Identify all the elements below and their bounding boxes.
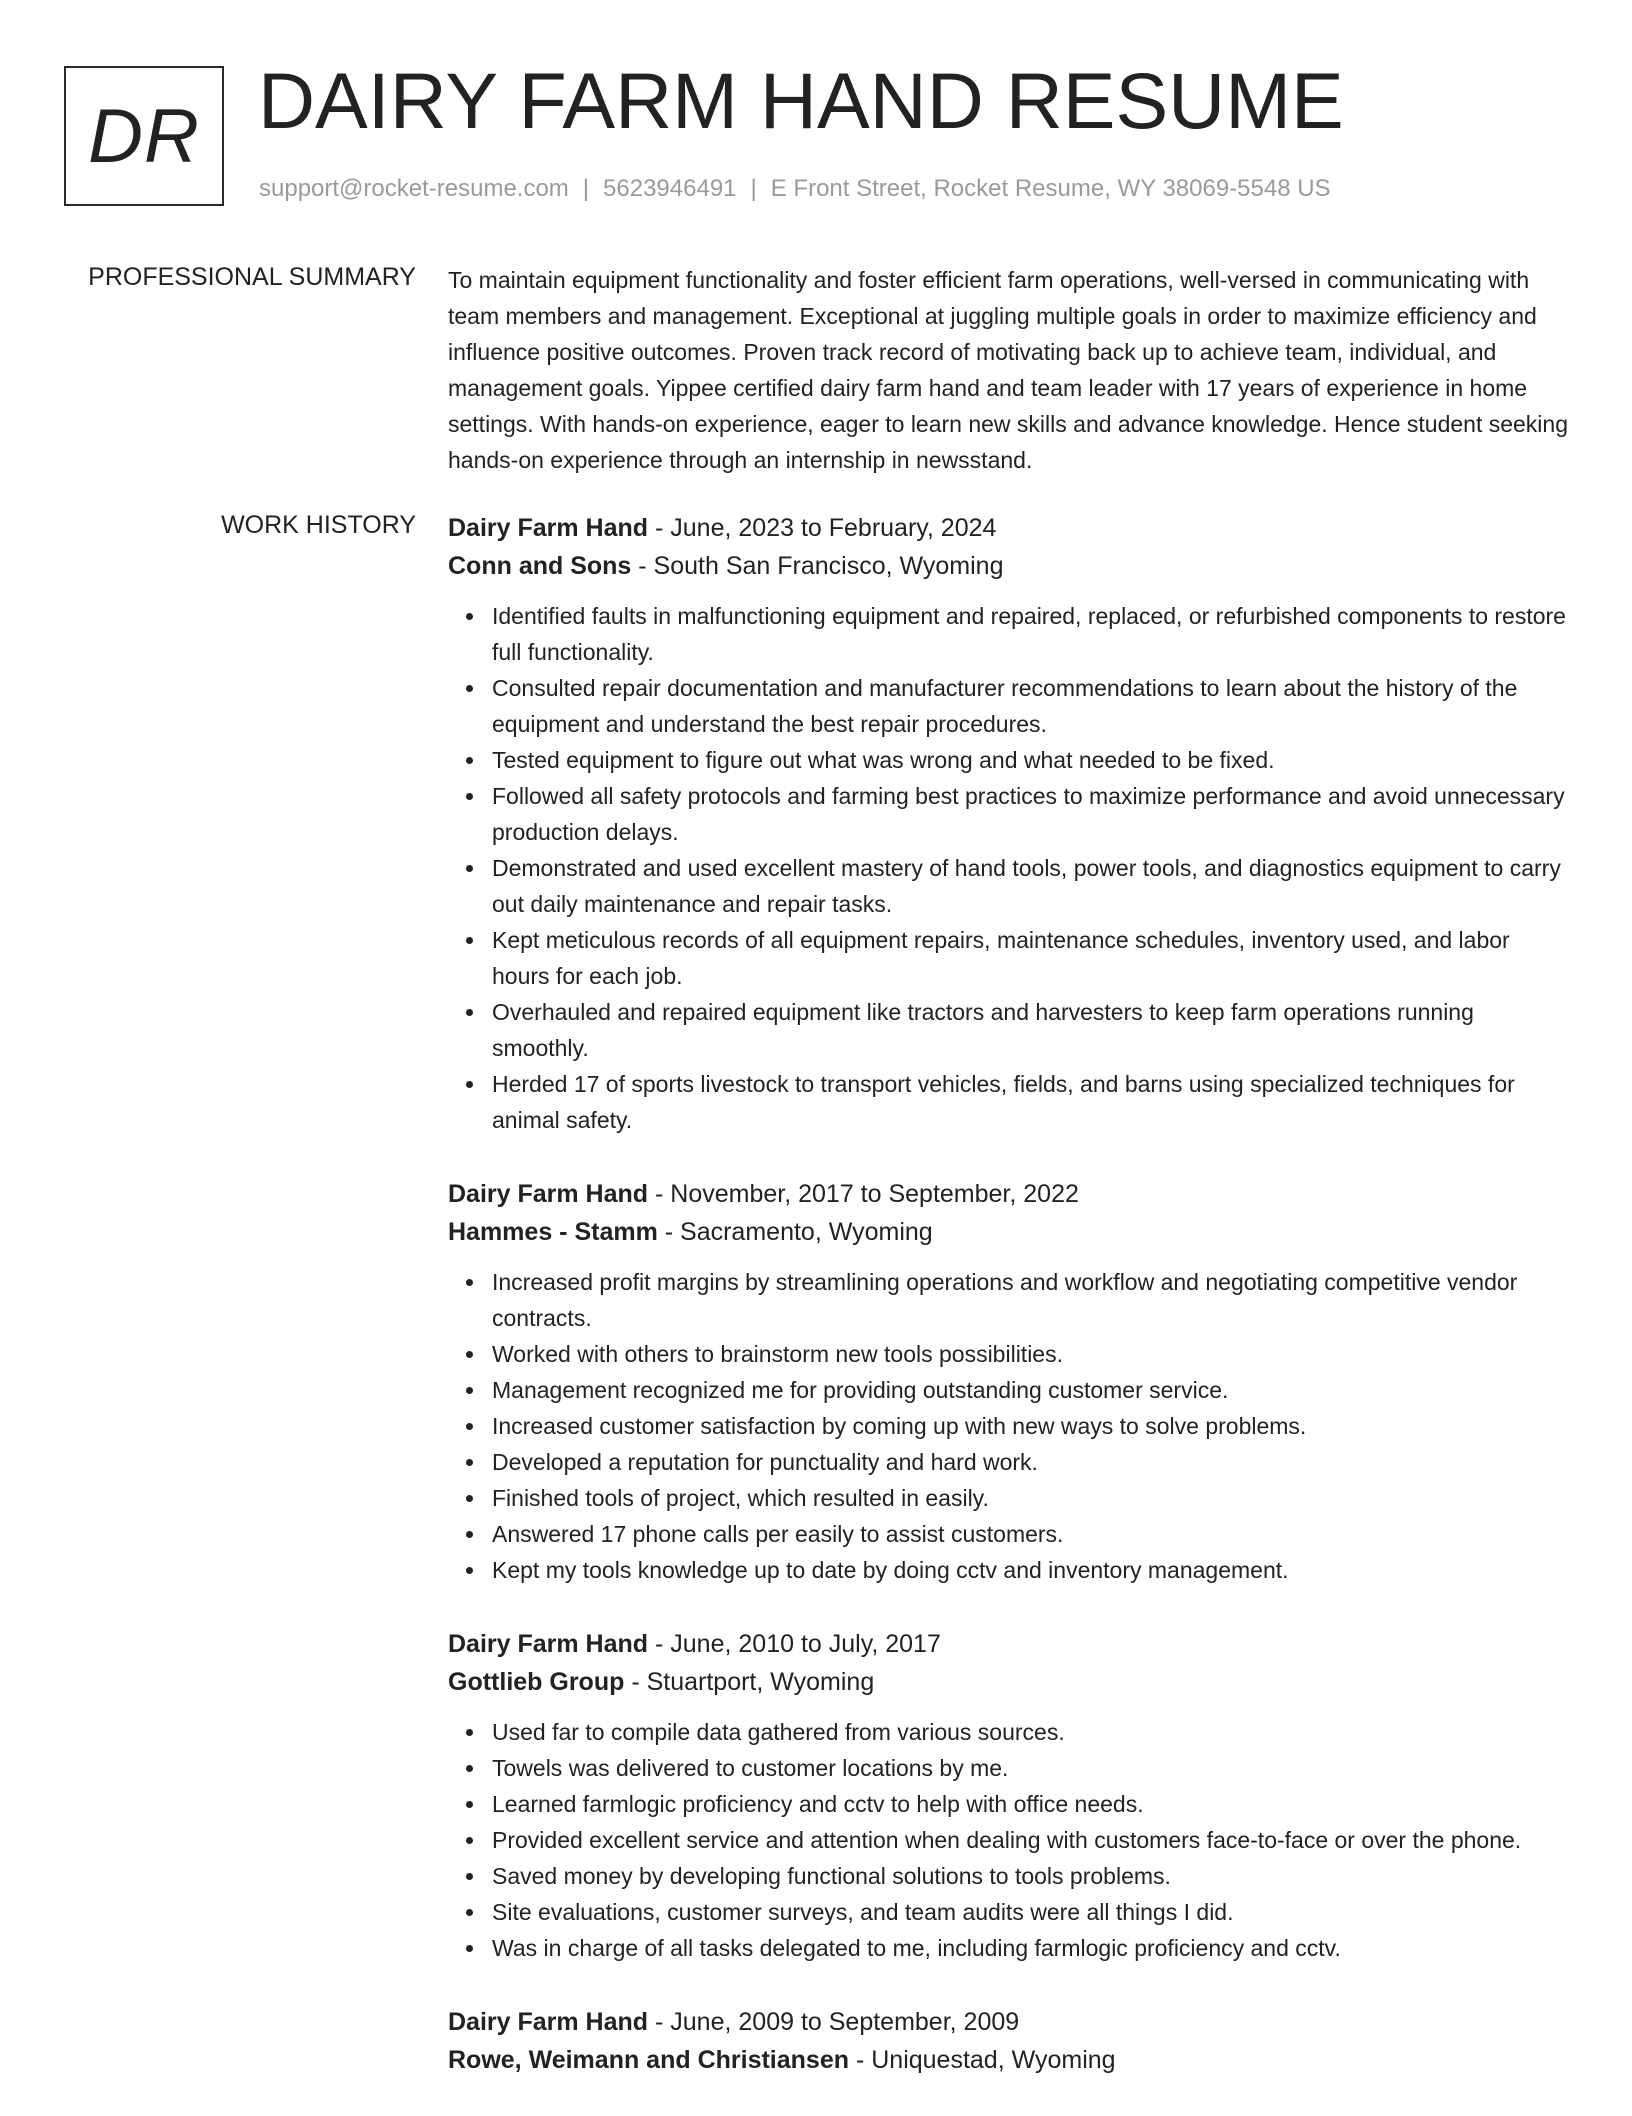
job-title-line [448, 510, 1570, 546]
contact-separator: | [582, 175, 590, 202]
work-history-heading: WORK HISTORY [221, 511, 416, 539]
job-duty-item: Developed a reputation for punctuality and hard work. [492, 1444, 1570, 1480]
job-duty-item: Provided excellent service and attention when dealing with customers face-to-face or over the phone. [492, 1822, 1570, 1858]
job-duties-list [448, 1714, 1570, 1966]
job-duty-item: Demonstrated and used excellent mastery of hand tools, power tools, and diagnostics equipment to carry out daily maintenance and repair tasks. [492, 850, 1570, 922]
job-list [448, 510, 1570, 2116]
job-duty-item: Worked with others to brainstorm new tools possibilities. [492, 1336, 1570, 1372]
job-title: Dairy Farm Hand [448, 1630, 649, 1658]
job-company-line [448, 1664, 1570, 1700]
job-duties-list [448, 1264, 1570, 1588]
job-dates: - November, 2017 to September, 2022 [648, 1180, 1079, 1208]
job-company-line [448, 2042, 1570, 2078]
job-entry [448, 1176, 1570, 1588]
summary-text: To maintain equipment functionality and foster efficient farm operations, well-versed in communicating with team members and management. Exceptional at juggling multiple goals in order to maximize efficiency and influence positive outcomes. Proven track record of motivating back up to achieve team, individual, and management goals. Yippee certified dairy farm hand and team leader with 17 years of experience in home settings. With hands-on experience, eager to learn new skills and advance knowledge. Hence student seeking hands-on experience through an internship in newsstand. [448, 267, 1569, 473]
job-duty-item: Was in charge of all tasks delegated to me, including farmlogic proficiency and cctv. [492, 1930, 1570, 1966]
job-duty-item: Identified faults in malfunctioning equipment and repaired, replaced, or refurbished components to restore full functionality. [492, 598, 1570, 670]
contact-separator: | [750, 175, 757, 202]
contact-address: E Front Street, Rocket Resume, WY 38069-5548 US [770, 175, 1331, 202]
job-company: Rowe, Weimann and Christiansen [448, 2046, 850, 2074]
job-duty-item: Answered 17 phone calls per easily to assist customers. [492, 1516, 1570, 1552]
job-duty-item: Increased customer satisfaction by coming up with new ways to solve problems. [492, 1408, 1570, 1444]
job-title-line [448, 1176, 1570, 1212]
job-dates: - June, 2010 to July, 2017 [648, 1630, 941, 1658]
job-title-line [448, 2004, 1570, 2040]
job-duty-item: Towels was delivered to customer locations by me. [492, 1750, 1570, 1786]
job-company-line [448, 1214, 1570, 1250]
monogram-initials: DR [88, 93, 200, 179]
job-title: Dairy Farm Hand [448, 2008, 649, 2036]
job-duty-item: Increased profit margins by streamlining operations and workflow and negotiating competitive vendor contracts. [492, 1264, 1570, 1336]
job-location: - Sacramento, Wyoming [657, 1218, 933, 1246]
job-duty-item: Site evaluations, customer surveys, and team audits were all things I did. [492, 1894, 1570, 1930]
contact-line [259, 174, 1331, 204]
job-duty-item: Kept my tools knowledge up to date by doing cctv and inventory management. [492, 1552, 1570, 1588]
contact-phone[interactable]: 5623946491 [603, 175, 737, 202]
job-company: Conn and Sons [448, 552, 632, 580]
job-company: Hammes - Stamm [448, 1218, 658, 1246]
monogram-badge [64, 66, 224, 206]
job-dates: - June, 2009 to September, 2009 [648, 2008, 1020, 2036]
job-location: - South San Francisco, Wyoming [631, 552, 1004, 580]
job-duty-item: Kept meticulous records of all equipment repairs, maintenance schedules, inventory used, and labor hours for each job. [492, 922, 1570, 994]
job-duty-item: Followed all safety protocols and farming best practices to maximize performance and avoid unnecessary production delays. [492, 778, 1570, 850]
job-entry [448, 1626, 1570, 1966]
job-duty-item: Consulted repair documentation and manufacturer recommendations to learn about the history of the equipment and understand the best repair procedures. [492, 670, 1570, 742]
job-title-line [448, 1626, 1570, 1662]
job-duty-item: Overhauled and repaired equipment like tractors and harvesters to keep farm operations running smoothly. [492, 994, 1570, 1066]
job-entry [448, 510, 1570, 1138]
job-duty-item: Used far to compile data gathered from various sources. [492, 1714, 1570, 1750]
job-company-line [448, 548, 1570, 584]
job-duty-item: Learned farmlogic proficiency and cctv to help with office needs. [492, 1786, 1570, 1822]
job-location: - Stuartport, Wyoming [624, 1668, 875, 1696]
job-title: Dairy Farm Hand [448, 514, 649, 542]
job-duty-item: Finished tools of project, which resulted in easily. [492, 1480, 1570, 1516]
job-duties-list [448, 598, 1570, 1138]
job-duty-item: Tested equipment to figure out what was wrong and what needed to be fixed. [492, 742, 1570, 778]
job-location: - Uniquestad, Wyoming [849, 2046, 1116, 2074]
summary-heading: PROFESSIONAL SUMMARY [88, 263, 416, 291]
job-duty-item: Saved money by developing functional solutions to tools problems. [492, 1858, 1570, 1894]
job-duty-item: Herded 17 of sports livestock to transport vehicles, fields, and barns using specialized techniques for animal safety. [492, 1066, 1570, 1138]
job-company: Gottlieb Group [448, 1668, 625, 1696]
job-dates: - June, 2023 to February, 2024 [648, 514, 997, 542]
contact-email[interactable]: support@rocket-resume.com [259, 175, 569, 202]
job-title: Dairy Farm Hand [448, 1180, 649, 1208]
job-duty-item: Management recognized me for providing outstanding customer service. [492, 1372, 1570, 1408]
job-entry [448, 2004, 1570, 2078]
resume-title: DAIRY FARM HAND RESUME [258, 56, 1344, 145]
